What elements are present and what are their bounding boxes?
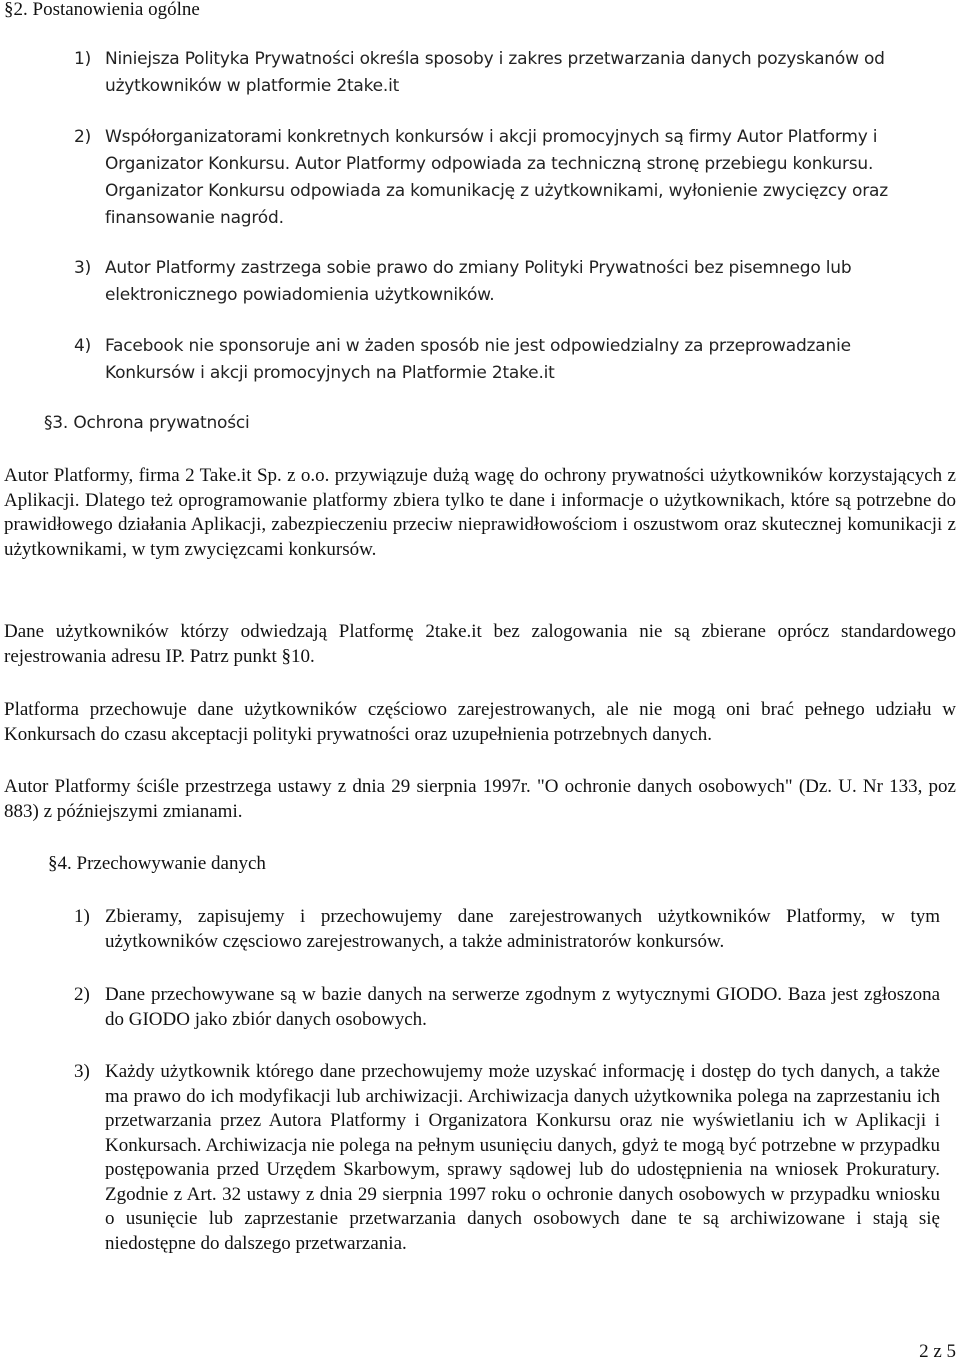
item-number: 3) — [74, 1061, 90, 1082]
item-text: Dane przechowywane są w bazie danych na serwerze zgodnym z wytycznymi GIODO. Baza jest zgłoszona do GIODO jako zbiór danych osobowych. — [105, 984, 940, 1030]
section-4-item-2 — [74, 983, 940, 1032]
item-text: Facebook nie sponsoruje ani w żaden sposób nie jest odpowiedzialny za przeprowadzanie Konkursów i akcji promocyjnych na Platformie 2take.it — [105, 336, 851, 383]
section-2-item-2 — [74, 124, 940, 232]
section-3-paragraph-1: Autor Platformy, firma 2 Take.it Sp. z o.o. przywiązuje dużą wagę do ochrony prywatności użytkowników korzystających z Aplikacji. Dlatego też oprogramowanie platformy zbiera tylko te dane i informacje o użytkownikach, które są potrzebne do prawidłowego działania Aplikacji, zabezpieczeniu przeciw nieprawidłowościom i oszustwom oraz skutecznej komunikacji z użytkownikami, w tym zwycięzcami konkursów. — [4, 465, 956, 560]
section-2-item-4 — [74, 333, 940, 387]
section-3-paragraph-3: Platforma przechowuje dane użytkowników częściowo zarejestrowanych, ale nie mogą oni brać pełnego udziału w Konkursach do czasu akceptacji polityki prywatności oraz uzupełnienia potrzebnych danych. — [4, 699, 956, 745]
item-number: 1) — [74, 906, 90, 927]
item-text: Zbieramy, zapisujemy i przechowujemy dane zarejestrowanych użytkowników Platformy, w tym użytkowników częsciowo zarejestrowanych, a także administratorów konkursów. — [105, 906, 940, 952]
item-text: Współorganizatorami konkretnych konkursów i akcji promocyjnych są firmy Autor Platformy i Organizator Konkursu. Autor Platformy odpowiada za techniczną stronę przebiegu konkursu. Organizator Konkursu odpowiada za komunikację z użytkownikami, wyłonienie zwycięzcy oraz finansowanie nagród. — [105, 127, 888, 228]
section-3-paragraph-4: Autor Platformy ściśle przestrzega ustawy z dnia 29 sierpnia 1997r. "O ochronie danych osobowych" (Dz. U. Nr 133, poz 883) z późniejszymi zmianami. — [4, 776, 956, 822]
section-4-item-3 — [74, 1060, 940, 1256]
section-3-heading: §3. Ochrona prywatności — [44, 413, 250, 433]
section-4-heading: §4. Przechowywanie danych — [48, 853, 266, 874]
item-number: 2) — [74, 984, 90, 1005]
section-2-item-1 — [74, 46, 940, 100]
item-text: Każdy użytkownik którego dane przechowujemy może uzyskać informację i dostęp do tych danych, a także ma prawo do ich modyfikacji lub archiwizacji. Archiwizacja danych użytkownika polega na zaprzestaniu ich przetwarzania przez Autora Platformy i Organizatora Konkursu oraz nie wyświetlaniu ich w Aplikacji i Konkursach. Archiwizacja nie polega na pełnym usunięciu danych, gdyż te mogą być potrzebne w przypadku postępowania przed Urzędem Skarbowym, sprawy sądowej lub do udostępnienia na wniosek Prokuratury. Zgodnie z Art. 32 ustawy z dnia 29 sierpnia 1997 roku o ochronie danych osobowych w przypadku wniosku o usunięcie lub zaprzestanie przetwarzania danych osobowych dane te są archiwizowane i stają się niedostępne do dalszego przetwarzania. — [105, 1061, 940, 1254]
item-number: 3) — [74, 258, 92, 278]
item-number: 4) — [74, 336, 92, 356]
item-text: Autor Platformy zastrzega sobie prawo do zmiany Polityki Prywatności bez pisemnego lub elektronicznego powiadomienia użytkowników. — [105, 258, 852, 305]
section-2-heading: §2. Postanowienia ogólne — [4, 0, 200, 20]
item-number: 1) — [74, 49, 92, 69]
section-3-paragraph-2: Dane użytkowników którzy odwiedzają Platformę 2take.it bez zalogowania nie są zbierane oprócz standardowego rejestrowania adresu IP. Patrz punkt §10. — [4, 621, 956, 667]
page-number: 2 z 5 — [919, 1341, 956, 1362]
item-number: 2) — [74, 127, 92, 147]
section-2-item-3 — [74, 255, 940, 309]
item-text: Niniejsza Polityka Prywatności określa sposoby i zakres przetwarzania danych pozyskanów od użytkowników w platformie 2take.it — [105, 49, 885, 96]
section-4-item-1 — [74, 905, 940, 954]
